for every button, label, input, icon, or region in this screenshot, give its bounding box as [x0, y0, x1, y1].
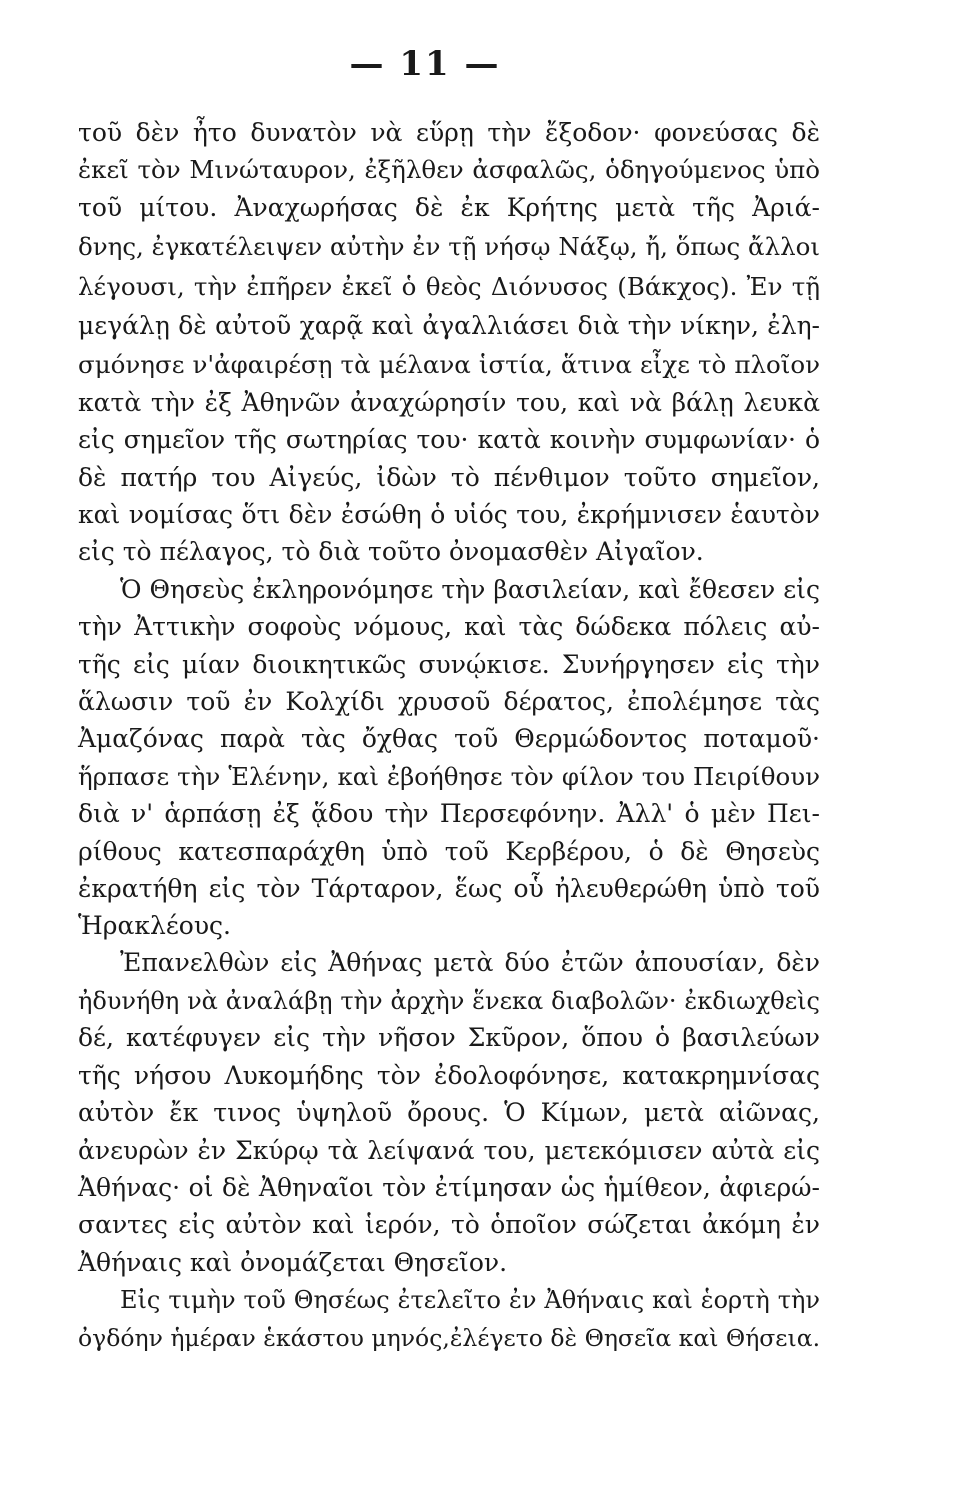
- text-line: Ἀθήνας· οἱ δὲ Ἀθηναῖοι τὸν ἐτίμησαν ὡς ἡμίθεον, ἀφιερώ-: [78, 1173, 820, 1202]
- text-line: ἠδυνήθη νὰ ἀναλάβῃ τὴν ἀρχὴν ἕνεκα διαβολῶν· ἐκδιωχθεὶς: [78, 987, 820, 1015]
- text-line: τοῦ μίτου. Ἀναχωρήσας δὲ ἐκ Κρήτης μετὰ τῆς Ἀριά-: [78, 193, 820, 222]
- text-line: Ἐπανελθὼν εἰς Ἀθήνας μετὰ δύο ἐτῶν ἀπουσίαν, δὲν: [120, 948, 820, 977]
- text-line: σμόνησε ν'ἀφαιρέσῃ τὰ μέλανα ἱστία, ἅτινα εἶχε τὸ πλοῖον: [78, 350, 820, 379]
- text-line: σαντες εἰς αὐτὸν καὶ ἱερόν, τὸ ὁποῖον σώζεται ἀκόμη ἐν: [78, 1210, 820, 1239]
- text-line: ἐκρατήθη εἰς τὸν Τάρταρον, ἕως οὗ ἠλευθερώθη ὑπὸ τοῦ: [78, 874, 820, 903]
- text-line: τῆς εἰς μίαν διοικητικῶς συνῴκισε. Συνήργησεν εἰς τὴν: [78, 650, 820, 679]
- text-line: δέ, κατέφυγεν εἰς τὴν νῆσον Σκῦρον, ὅπου ὁ βασιλεύων: [78, 1023, 820, 1052]
- text-line: διὰ ν' ἁρπάσῃ ἐξ ᾅδου τὴν Περσεφόνην. Ἀλλ' ὁ μὲν Πει-: [78, 799, 820, 828]
- text-line: κατὰ τὴν ἐξ Ἀθηνῶν ἀναχώρησίν του, καὶ νὰ βάλῃ λευκὰ: [78, 388, 820, 417]
- text-line: ρίθους κατεσπαράχθη ὑπὸ τοῦ Κερβέρου, ὁ δὲ Θησεὺς: [78, 837, 820, 866]
- text-line: λέγουσι, τὴν ἐπῆρεν ἐκεῖ ὁ θεὸς Διόνυσος (Βάκχος). Ἐν τῇ: [78, 272, 820, 301]
- text-line: Ἀμαζόνας παρὰ τὰς ὄχθας τοῦ Θερμώδοντος ποταμοῦ·: [78, 724, 820, 753]
- text-line: Ἀθήναις καὶ ὀνομάζεται Θησεῖον.: [78, 1248, 508, 1277]
- text-line: εἰς τὸ πέλαγος, τὸ διὰ τοῦτο ὀνομασθὲν Αἰγαῖον.: [78, 537, 704, 566]
- text-line: τῆς νήσου Λυκομήδης τὸν ἐδολοφόνησε, κατακρημνίσας: [78, 1061, 820, 1090]
- text-line: αὐτὸν ἔκ τινος ὑψηλοῦ ὄρους. Ὁ Κίμων, μετὰ αἰῶνας,: [78, 1098, 820, 1127]
- text-line: Ἡρακλέους.: [78, 911, 232, 940]
- text-line: καὶ νομίσας ὅτι δὲν ἐσώθη ὁ υἱός του, ἐκρήμνισεν ἑαυτὸν: [78, 500, 820, 529]
- text-line: μεγάλῃ δὲ αὐτοῦ χαρᾷ καὶ ἀγαλλιάσει διὰ τὴν νίκην, ἐλη-: [78, 311, 820, 340]
- text-line: εἰς σημεῖον τῆς σωτηρίας του· κατὰ κοινὴν συμφωνίαν· ὁ: [78, 425, 820, 454]
- text-line: ἀνευρὼν ἐν Σκύρῳ τὰ λείψανά του, μετεκόμισεν αὐτὰ εἰς: [78, 1136, 820, 1165]
- text-line: δὲ πατήρ του Αἰγεύς, ἰδὼν τὸ πένθιμον τοῦτο σημεῖον,: [78, 463, 820, 492]
- text-line: ἐκεῖ τὸν Μινώταυρον, ἐξῆλθεν ἀσφαλῶς, ὁδηγούμενος ὑπὸ: [78, 155, 820, 184]
- text-line: δνης, ἐγκατέλειψεν αὐτὴν ἐν τῇ νήσῳ Νάξῳ, ἤ, ὅπως ἄλλοι: [78, 232, 820, 261]
- text-line: Ὁ Θησεὺς ἐκληρονόμησε τὴν βασιλείαν, καὶ ἔθεσεν εἰς: [120, 575, 820, 604]
- text-line: ἅλωσιν τοῦ ἐν Κολχίδι χρυσοῦ δέρατος, ἐπολέμησε τὰς: [78, 687, 820, 716]
- text-line: τὴν Ἀττικὴν σοφοὺς νόμους, καὶ τὰς δώδεκα πόλεις αὐ-: [78, 612, 820, 641]
- text-line: ἥρπασε τὴν Ἑλένην, καὶ ἐβοήθησε τὸν φίλον του Πειρίθουν: [78, 762, 820, 791]
- text-line: τοῦ δὲν ἦτο δυνατὸν νὰ εὕρῃ τὴν ἔξοδον· φονεύσας δὲ: [78, 118, 820, 147]
- text-line: Εἰς τιμὴν τοῦ Θησέως ἐτελεῖτο ἐν Ἀθήναις καὶ ἑορτὴ τὴν: [120, 1286, 820, 1314]
- page-number: — 11 —: [349, 44, 501, 84]
- text-line: ὀγδόην ἡμέραν ἑκάστου μηνός,ἐλέγετο δὲ Θησεῖα καὶ Θήσεια.: [78, 1324, 821, 1352]
